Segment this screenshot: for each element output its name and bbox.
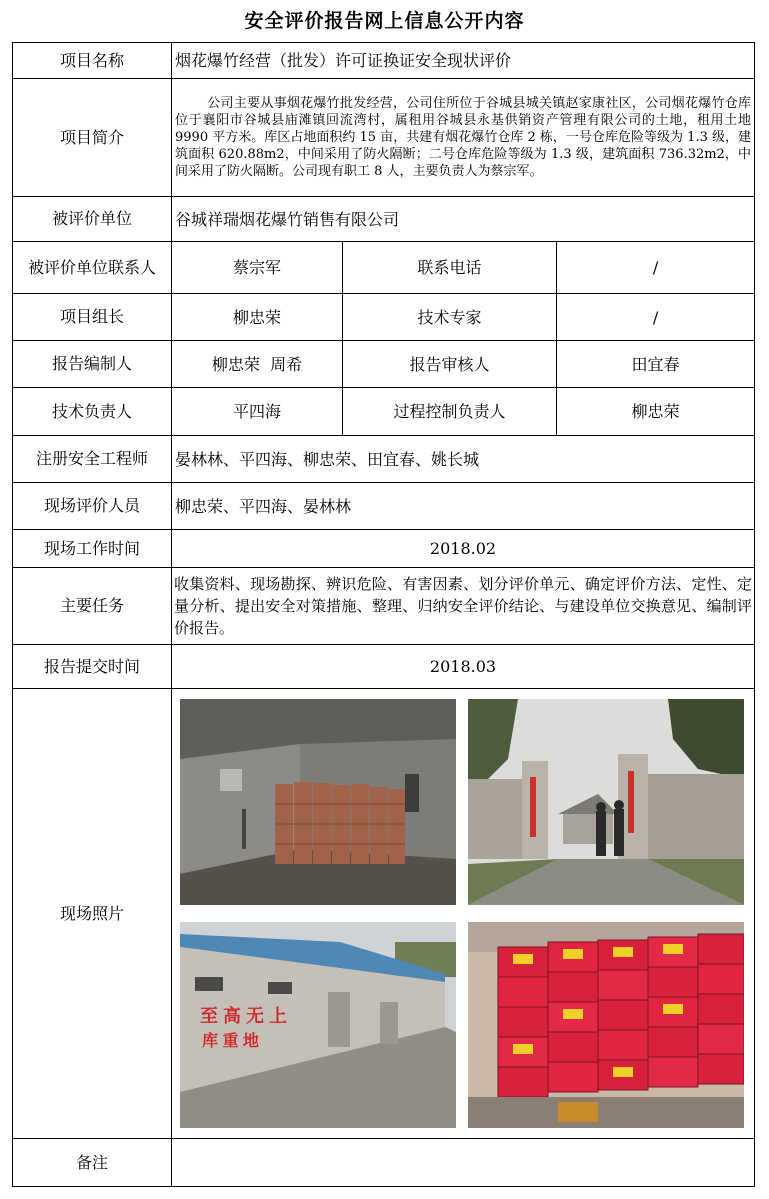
reviewer-label: 报告审核人 <box>343 341 557 388</box>
row-tech-lead <box>13 388 755 436</box>
engineers-value: 晏林林、平四海、柳忠荣、田宜春、姚长城 <box>172 436 755 483</box>
project-name-value: 烟花爆竹经营（批发）许可证换证安全现状评价 <box>172 43 755 79</box>
evaluated-unit-label: 被评价单位 <box>13 197 172 242</box>
submit-time-label: 报告提交时间 <box>13 645 172 689</box>
row-team-leader <box>13 294 755 341</box>
warehouse-interior-photo <box>180 699 456 905</box>
row-project-intro <box>13 79 755 197</box>
site-time-label: 现场工作时间 <box>13 530 172 568</box>
phone-label: 联系电话 <box>343 242 557 294</box>
process-value: 柳忠荣 <box>557 388 755 436</box>
tech-lead-value: 平四海 <box>172 388 343 436</box>
expert-value: / <box>557 294 755 341</box>
compiler-value: 柳忠荣 周希 <box>172 341 343 388</box>
reviewer-value: 田宜春 <box>557 341 755 388</box>
contact-value: 蔡宗军 <box>172 242 343 294</box>
row-project-name <box>13 43 755 79</box>
project-intro-value <box>172 79 755 197</box>
contact-label: 被评价单位联系人 <box>13 242 172 294</box>
page-title: 安全评价报告网上信息公开内容 <box>244 10 525 32</box>
main-tasks-value: 收集资料、现场勘探、辨识危险、有害因素、划分评价单元、确定评价方法、定性、定量分析、提出安全对策措施、整理、归纳安全评价结论、与建设单位交换意见、编制评价报告。 <box>172 568 755 645</box>
team-leader-value: 柳忠荣 <box>172 294 343 341</box>
team-leader-label: 项目组长 <box>13 294 172 341</box>
row-site-time <box>13 530 755 568</box>
tech-lead-label: 技术负责人 <box>13 388 172 436</box>
compiler-label: 报告编制人 <box>13 341 172 388</box>
remarks-value <box>172 1139 755 1187</box>
slogan-text-2: 库 重 地 <box>202 1033 259 1050</box>
slogan-text-1: 至 高 无 上 <box>200 1006 288 1026</box>
process-label: 过程控制负责人 <box>343 388 557 436</box>
photos-cell <box>172 689 755 1139</box>
row-site-staff <box>13 483 755 530</box>
expert-label: 技术专家 <box>343 294 557 341</box>
engineers-label: 注册安全工程师 <box>13 436 172 483</box>
row-contact <box>13 242 755 294</box>
row-main-tasks <box>13 568 755 645</box>
main-tasks-label: 主要任务 <box>13 568 172 645</box>
info-table <box>12 42 755 1187</box>
stacked-boxes-photo <box>468 922 744 1128</box>
remarks-label: 备注 <box>13 1139 172 1187</box>
gate-entrance-photo <box>468 699 744 905</box>
row-submit-time <box>13 645 755 689</box>
submit-time-value: 2018.03 <box>172 645 755 689</box>
row-engineers <box>13 436 755 483</box>
row-remarks <box>13 1139 755 1187</box>
site-time-value: 2018.02 <box>172 530 755 568</box>
row-photos <box>13 689 755 1139</box>
project-intro-text: 公司主要从事烟花爆竹批发经营，公司住所位于谷城县城关镇赵家康社区，公司烟花爆竹仓库位于襄阳市谷城县庙滩镇回流湾村，属租用谷城县永基供销资产管理有限公司的土地，租用土地 9990 平方米。库区占地面积约 15 亩，共建有烟花爆竹仓库 2 栋，一号仓库危险等级为 1.3 级，建筑面积 620.88m2，中间采用了防火隔断；二号仓库危险等级为 1.3 级，建筑面积 736.32m2，中间采用了防火隔断。公司现有职工 8 人，主要负责人为蔡宗军。 <box>175 96 752 179</box>
warehouse-exterior-photo <box>180 922 456 1128</box>
phone-value: / <box>557 242 755 294</box>
row-compiler <box>13 341 755 388</box>
site-staff-label: 现场评价人员 <box>13 483 172 530</box>
project-name-label: 项目名称 <box>13 43 172 79</box>
evaluated-unit-value: 谷城祥瑞烟花爆竹销售有限公司 <box>172 197 755 242</box>
project-intro-label: 项目简介 <box>13 79 172 197</box>
photos-label: 现场照片 <box>13 689 172 1139</box>
row-evaluated-unit <box>13 197 755 242</box>
site-staff-value: 柳忠荣、平四海、晏林林 <box>172 483 755 530</box>
